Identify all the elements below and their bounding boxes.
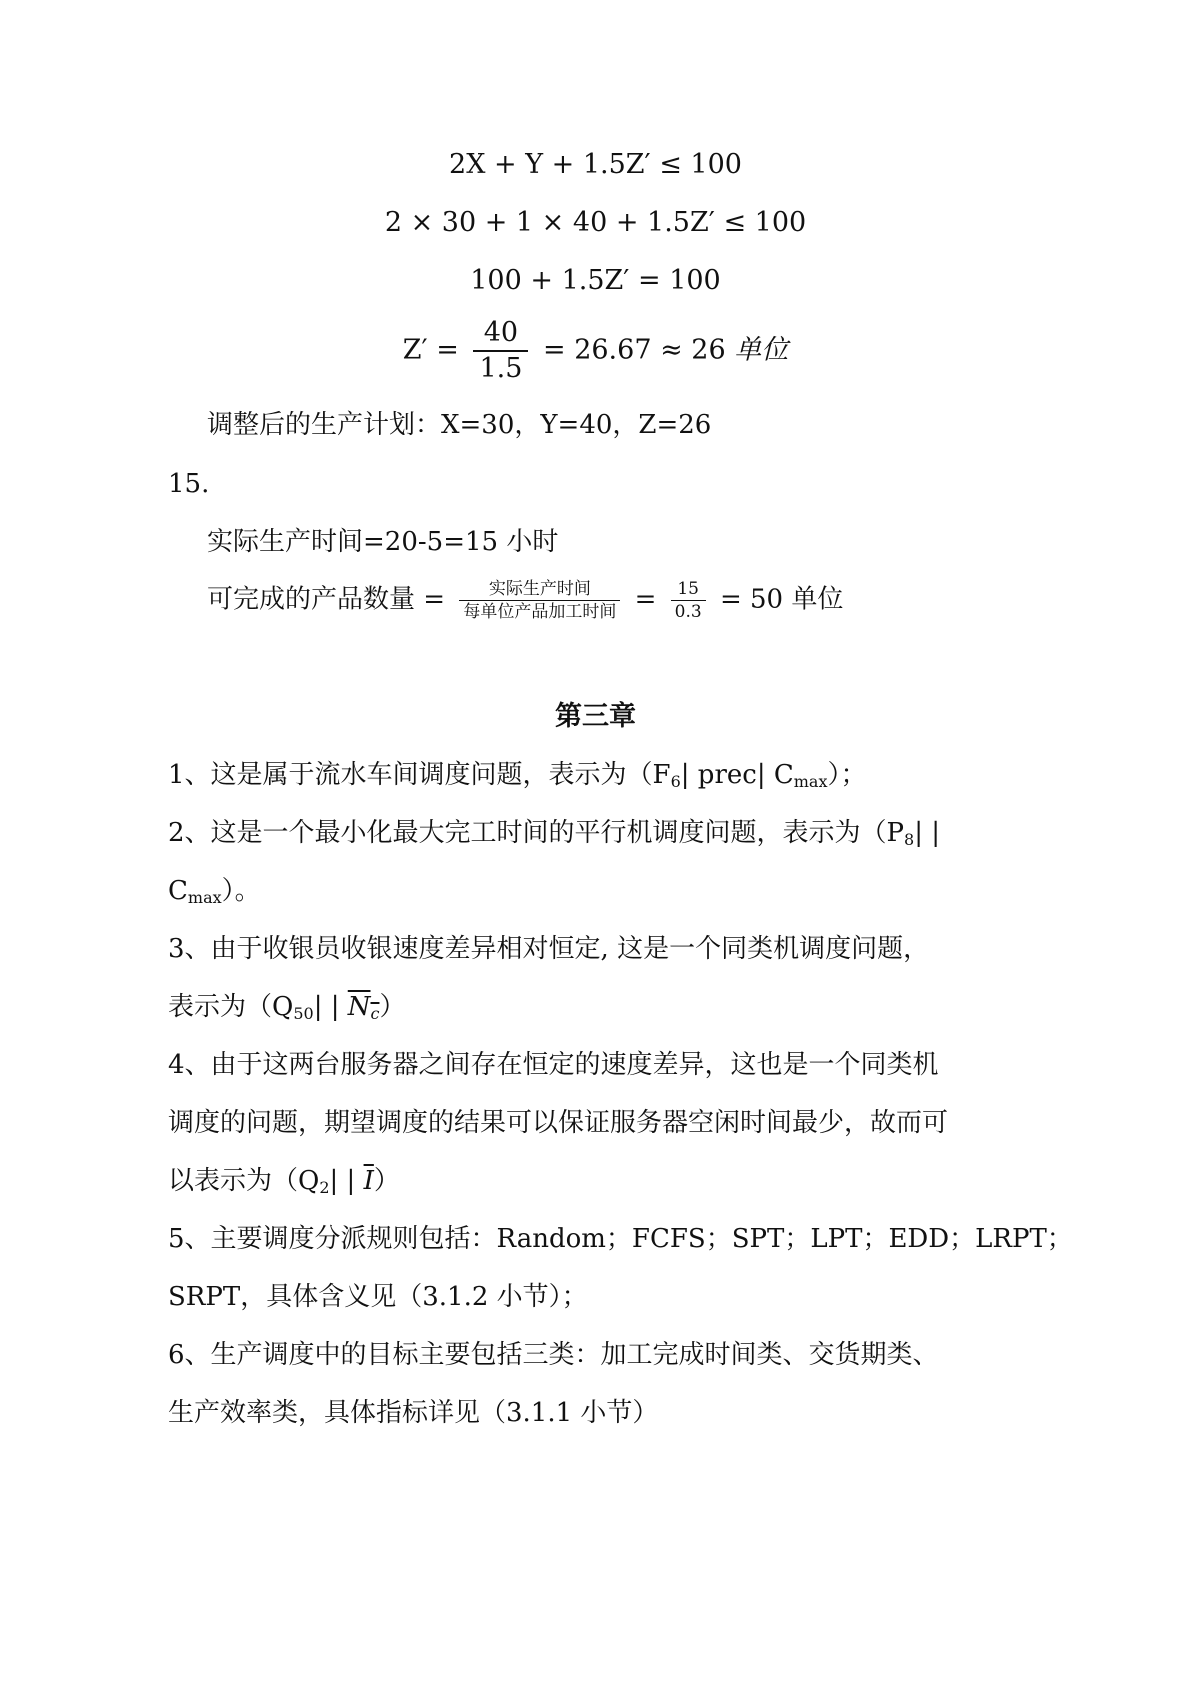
q15-frac1-numerator: 实际生产时间 (459, 578, 620, 601)
q15-frac2-denominator: 0.3 (674, 602, 702, 622)
equation-3: 100 + 1.5Z′ = 100 (470, 265, 721, 296)
item-4-line-3 (168, 1161, 400, 1208)
item-4-i-symbol: $\overline{I}$ (363, 1166, 374, 1196)
item-4-line-2: 调度的问题，期望调度的结果可以保证服务器空闲时间最少，故而可 (168, 1108, 949, 1138)
item-2-sub-max: max (187, 888, 222, 907)
item-4-mid: | | (329, 1166, 356, 1196)
q15-fraction-1 (459, 578, 620, 623)
item-1-sub-6: 6 (670, 772, 681, 791)
item-2-line-1-end: | | (914, 818, 941, 848)
item-3-c: c (370, 1004, 380, 1023)
eq4-rhs: = 26.67 ≈ 26 (543, 334, 726, 366)
chapter-title: 第三章 (555, 701, 636, 732)
item-6-line-1: 6、生产调度中的目标主要包括三类：加工完成时间类、交货期类、 (168, 1340, 939, 1370)
q15-equals: = (634, 584, 657, 615)
item-6-line-2: 生产效率类，具体指标详见（3.1.1 小节） (168, 1398, 659, 1428)
q15-fraction-2 (671, 578, 706, 623)
item-3-mid: | | (313, 992, 340, 1022)
question-15-line-1: 实际生产时间=20-5=15 小时 (207, 527, 559, 557)
item-3-line-2 (168, 987, 405, 1034)
item-5-line-2: SRPT，具体含义见（3.1.2 小节）； (168, 1282, 588, 1312)
item-3-nc-symbol (348, 992, 380, 1022)
item-2-line-2-end: ）。 (221, 876, 261, 906)
eq4-denominator: 1.5 (479, 353, 523, 384)
eq4-lhs: Z′ = (402, 334, 459, 366)
adjusted-plan: 调整后的生产计划：X=30，Y=40，Z=26 (207, 410, 712, 440)
item-4-prefix: 以表示为（Q (168, 1166, 320, 1196)
item-1-suffix: ）； (827, 760, 867, 790)
q15-result: = 50 单位 (719, 584, 844, 615)
q15-frac2-numerator: 15 (671, 578, 706, 601)
item-1 (168, 755, 867, 802)
item-1-prefix: 1、这是属于流水车间调度问题，表示为（F (168, 760, 671, 790)
item-5-line-1: 5、主要调度分派规则包括：Random；FCFS；SPT；LPT；EDD；LRPT； (168, 1224, 1073, 1254)
question-15-line-2 (207, 578, 843, 623)
item-1-sub-max: max (793, 772, 828, 791)
q15-label: 可完成的产品数量 = (207, 584, 446, 615)
item-4-sub-2: 2 (319, 1178, 330, 1197)
item-2-sub-8: 8 (904, 830, 915, 849)
eq4-fraction (473, 316, 528, 386)
item-4-end: ） (373, 1166, 400, 1196)
item-1-mid: | prec| C (680, 760, 794, 790)
item-3-sub-50: 50 (293, 1004, 314, 1023)
item-2-line-1 (168, 813, 940, 860)
eq4-unit: 单位 (734, 334, 789, 366)
item-2-line-2 (168, 871, 261, 918)
item-2-c: C (168, 876, 188, 906)
item-3-end: ） (379, 992, 406, 1022)
equation-4 (0, 316, 1191, 386)
item-3-prefix: 表示为（Q (168, 992, 294, 1022)
question-15-number: 15. (168, 469, 210, 499)
equation-1: 2X + Y + 1.5Z′ ≤ 100 (449, 149, 742, 180)
item-3-n: N (347, 992, 371, 1022)
eq4-numerator: 40 (473, 316, 528, 352)
item-3-line-1: 3、由于收银员收银速度差异相对恒定, 这是一个同类机调度问题， (168, 934, 930, 964)
item-4-line-1: 4、由于这两台服务器之间存在恒定的速度差异，这也是一个同类机 (168, 1050, 939, 1080)
q15-frac1-denominator: 每单位产品加工时间 (463, 602, 617, 622)
equation-2: 2 × 30 + 1 × 40 + 1.5Z′ ≤ 100 (384, 207, 807, 238)
item-2-text: 2、这是一个最小化最大完工时间的平行机调度问题，表示为（P (168, 818, 905, 848)
